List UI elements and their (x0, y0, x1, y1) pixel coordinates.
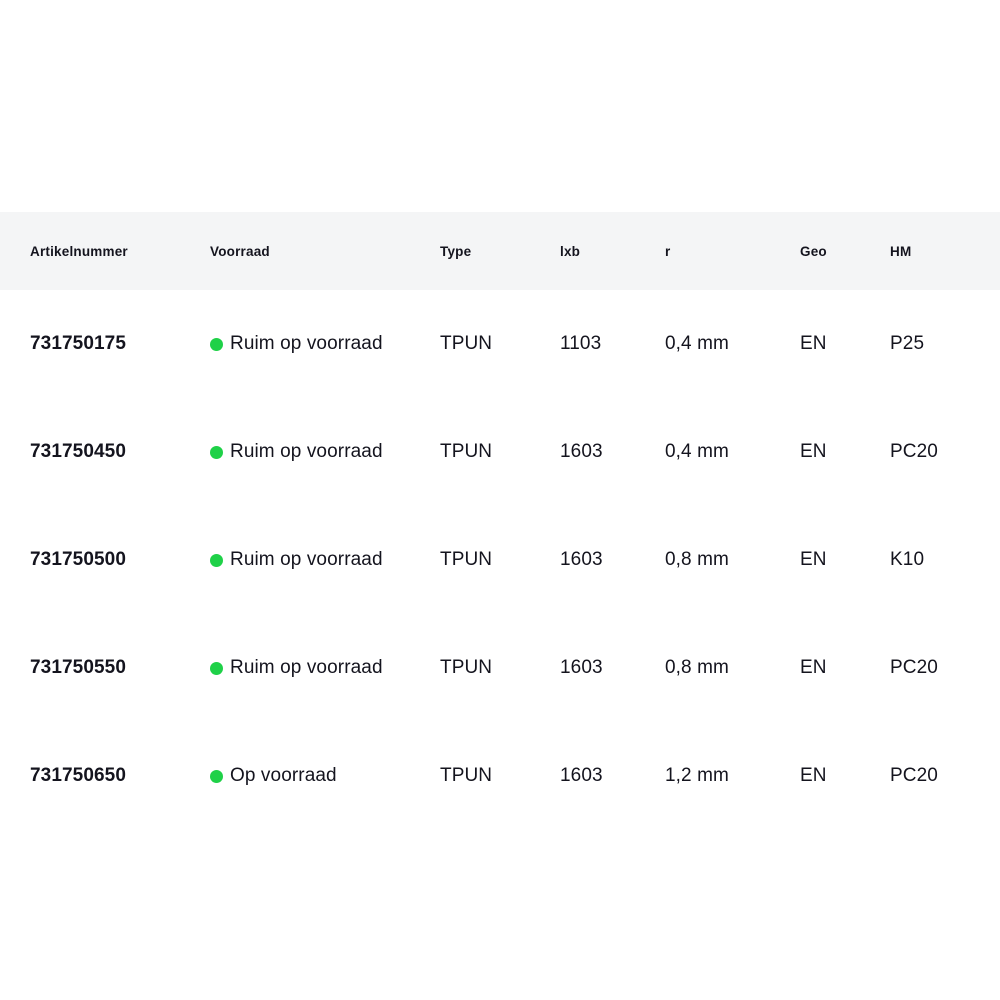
cell-geo: EN (800, 441, 827, 462)
column-header-type: Type (440, 243, 472, 259)
cell-stock (210, 506, 440, 614)
stock-status-dot-icon (210, 446, 223, 459)
cell-hm: PC20 (890, 441, 938, 462)
cell-lxb: 1603 (560, 657, 603, 678)
cell-article: 731750650 (30, 765, 127, 786)
cell-article: 731750500 (30, 549, 127, 570)
cell-type: TPUN (440, 765, 493, 786)
cell-type: TPUN (440, 441, 493, 462)
stock-status-label: Ruim op voorraad (230, 441, 383, 462)
stock-status-dot-icon (210, 338, 223, 351)
cell-r: 0,4 mm (665, 441, 729, 462)
table-row[interactable] (0, 506, 1000, 614)
cell-lxb: 1103 (560, 333, 602, 354)
table-header-row (0, 212, 1000, 290)
stock-status-dot-icon (210, 662, 223, 675)
cell-hm: K10 (890, 549, 925, 570)
cell-lxb: 1603 (560, 441, 603, 462)
column-header-lxb: lxb (560, 243, 581, 259)
cell-lxb: 1603 (560, 549, 603, 570)
cell-stock (210, 398, 440, 506)
stock-status-label: Ruim op voorraad (230, 333, 383, 354)
cell-lxb: 1603 (560, 765, 603, 786)
cell-geo: EN (800, 765, 827, 786)
stock-status-label: Ruim op voorraad (230, 549, 383, 570)
column-header-r: r (665, 243, 671, 259)
table-body (0, 290, 1000, 830)
cell-stock (210, 290, 440, 398)
cell-r: 0,4 mm (665, 333, 729, 354)
column-header-geo: Geo (800, 243, 827, 259)
cell-article: 731750450 (30, 441, 127, 462)
table-row[interactable] (0, 398, 1000, 506)
cell-type: TPUN (440, 549, 493, 570)
stock-status-label: Ruim op voorraad (230, 657, 383, 678)
column-header-article: Artikelnummer (30, 243, 128, 259)
table-row[interactable] (0, 290, 1000, 398)
cell-type: TPUN (440, 657, 493, 678)
cell-r: 0,8 mm (665, 549, 729, 570)
table-row[interactable] (0, 614, 1000, 722)
cell-type: TPUN (440, 333, 493, 354)
cell-stock (210, 614, 440, 722)
cell-geo: EN (800, 657, 827, 678)
cell-article: 731750175 (30, 333, 127, 354)
cell-geo: EN (800, 549, 827, 570)
stock-status-dot-icon (210, 770, 223, 783)
product-variants-table (0, 212, 1000, 830)
cell-hm: P25 (890, 333, 925, 354)
cell-r: 1,2 mm (665, 765, 729, 786)
cell-hm: PC20 (890, 765, 938, 786)
stock-status-dot-icon (210, 554, 223, 567)
cell-r: 0,8 mm (665, 657, 729, 678)
column-header-hm: HM (890, 243, 912, 259)
table-header (0, 212, 1000, 290)
cell-hm: PC20 (890, 657, 938, 678)
cell-stock (210, 722, 440, 830)
cell-article: 731750550 (30, 657, 127, 678)
stock-status-label: Op voorraad (230, 765, 337, 786)
cell-geo: EN (800, 333, 827, 354)
table-row[interactable] (0, 722, 1000, 830)
column-header-stock: Voorraad (210, 243, 270, 259)
